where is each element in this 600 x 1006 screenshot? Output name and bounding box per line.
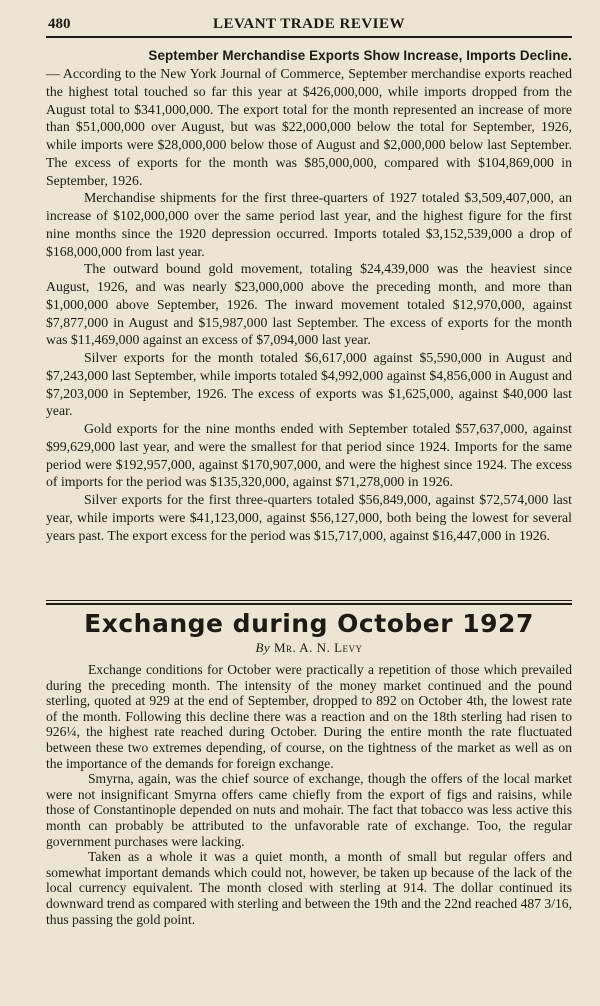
article-paragraph: The outward bound gold movement, totaling $24,439,000 was the heaviest since August, 1926, and was nearly $23,000,000 above the preceding month, and more than $1,000,000 above September, 1926. The inward movement totaled $12,970,000, against $7,877,000 in August and $15,987,000 last September. The excess of exports for the month was $11,469,000 against an excess of $7,094,000 last year.	[46, 261, 572, 348]
section-divider	[46, 600, 572, 605]
article-september-exports	[46, 48, 572, 544]
running-title: LEVANT TRADE REVIEW	[212, 16, 406, 32]
article-paragraph: Silver exports for the first three-quarters totaled $56,849,000, against $72,574,000 last year, while imports were $41,123,000, against $56,127,000, both being the lowest for several years past. The export excess for the period was $15,717,000, against $16,447,000 in 1926.	[46, 492, 572, 543]
article-paragraph: — According to the New York Journal of Commerce, September merchandise exports reached the highest total touched so far this year at $426,000,000, while imports dropped from the August total to $341,000,000. The export total for the month represented an increase of more than $51,000,000 over August, but was $22,000,000 below the total for September, 1926, while imports were $28,000,000 below those of August and $2,000,000 below last September. The excess of exports for the month was $85,000,000, compared with $104,869,000 in September, 1926.	[46, 66, 572, 188]
article-paragraph: Smyrna, again, was the chief source of exchange, though the offers of the local market were not insignificant Smyrna offers came chiefly from the export of figs and raisins, while those of Constantinople depended on nuts and mohair. The fact that tobacco was less active this month can probably be attributed to the unfavorable rate of exchange. Too, the regular government purchases were lacking.	[46, 771, 572, 849]
article-exchange-october	[46, 608, 572, 927]
byline	[46, 640, 572, 656]
article-title: Exchange during October 1927	[84, 609, 534, 638]
page-header	[46, 14, 572, 38]
article-paragraph: Gold exports for the nine months ended with September totaled $57,637,000, against $99,629,000 last year, and were the smallest for that period since 1924. Imports for the same period were $192,957,000, against $170,907,000, and were the highest since 1924. The excess of imports for the period was $135,320,000, against $71,278,000 in 1926.	[46, 421, 572, 490]
article-paragraph: Merchandise shipments for the first three-quarters of 1927 totaled $3,509,407,000, an increase of $102,000,000 over the same period last year, and the highest figure for the first nine months since the 1920 depression occurred. Imports totaled $3,152,539,000 a drop of $168,000,000 from last year.	[46, 190, 572, 259]
article-headline: September Merchandise Exports Show Increase, Imports Decline.	[148, 48, 572, 63]
page-number: 480	[48, 16, 71, 32]
article-paragraph: Taken as a whole it was a quiet month, a month of small but regular offers and somewhat important demands which could not, however, be taken up because of the lack of the local currency equivalent. The month closed with sterling at 914. The dollar continued its downward trend as compared with sterling and between the 19th and the 22nd reached 487 3/16, thus passing the gold point.	[46, 849, 572, 927]
article-paragraph: Exchange conditions for October were practically a repetition of those which prevailed during the preceding month. The intensity of the money market continued and the pound sterling, quoted at 929 at the end of September, dropped to 892 on October 4th, the lowest rate of the month. Following this decline there was a reaction and on the 18th sterling had risen to 926¼, the highest rate reached during October. During the entire month the rate fluctuated between these two extremes depending, of course, on the tightness of the market as well as on the importance of the demands for foreign exchange.	[46, 662, 572, 771]
byline-author: Mr. A. N. Levy	[273, 640, 363, 655]
byline-prefix: By	[255, 640, 271, 655]
article-paragraph: Silver exports for the month totaled $6,617,000 against $5,590,000 in August and $7,243,000 last September, while imports totaled $4,992,000 against $4,856,000 in August and $7,203,000 in September, 1926. The excess of exports was $1,625,000, against $40,000 last year.	[46, 350, 572, 419]
